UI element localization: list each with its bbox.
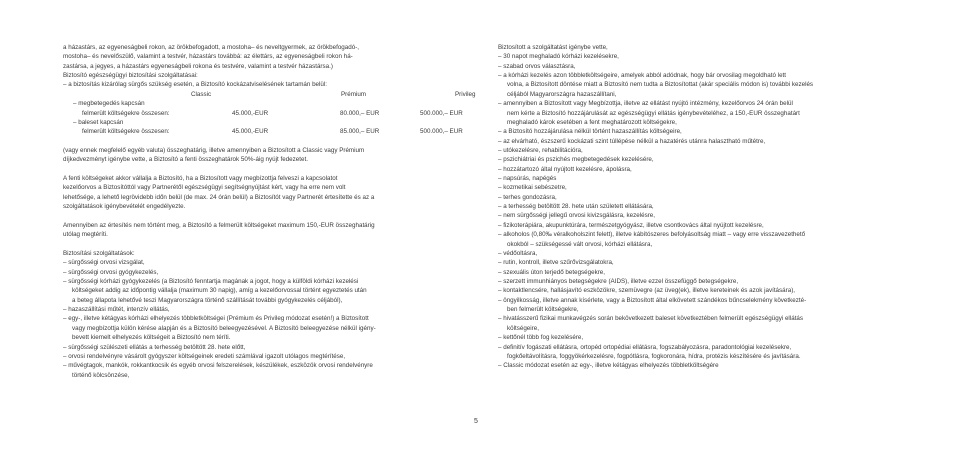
list-item: – napsúrás, napégés [498, 175, 557, 183]
list-item: – öngyilkosság, illetve annak kísérlete, vagy a Biztosított által elkövetett szándékos bűncselekmény következté- [498, 296, 807, 304]
text-line: díjkedvezményt igénybe vette, a Biztosító a fenti összeghatárok 50%-áig nyújt fedezetet. [63, 156, 308, 164]
text-line: utólag megtéríti. [63, 231, 108, 239]
list-item: – az elvárható, észszerű kockázati szint túllépése nélkül a hazatérés utánra halasztható műtétre, [498, 137, 766, 145]
list-item: volna, a Biztosított döntése miatt a Biztosító nem tudta a Biztosítottat (akár speciális módon is) további kezelés [507, 81, 814, 89]
list-item: – fizikoterápiára, akupunktúrára, természetgyógyász, illetve csontkovács által nyújtott kezelésre, [498, 221, 764, 229]
list-item: – utókezelésre, rehabilitációra, [498, 146, 583, 154]
list-item: – sürgősségi kórházi gyógykezelés (a Biztosító fenntartja magának a jogot, hogy a külföldi kórházi kezelési [63, 277, 359, 285]
header-classic: Classic [191, 90, 212, 98]
list-item: – nem sürgősségi jellegű orvosi kivizsgálásra, kezelésre, [498, 212, 656, 220]
list-item: – egy-, illetve kétágyas kórházi elhelyezés többletköltségei (Prémium és Privileg módozat esetén!) a Biztosított [63, 315, 369, 323]
list-item: – pszichiátriai és pszichés megbetegedések kezelésére, [498, 156, 654, 164]
row-label: – megbetegedés kapcsán [73, 100, 145, 108]
list-item: – rutin, kontroll, illetve szűrővizsgálatokra, [498, 259, 614, 267]
list-item: – védőoltásra, [498, 249, 538, 257]
row-label: – baleset kapcsán [73, 118, 124, 126]
text-line: szolgáltatások igénybevételét engedélyezte. [63, 203, 186, 211]
page-number: 5 [474, 418, 478, 425]
list-item: – Classic módozat esetén az egy-, illetve kétágyas elhelyezés többletköltségére [498, 362, 719, 370]
list-item: – a Biztosító hozzájárulása nélkül történt hazaszállítás költségeire, [498, 128, 682, 136]
row-sublabel: felmerült költségekre összesen: [82, 109, 170, 117]
table-row [63, 99, 476, 118]
list-item: – orvosi rendelvényre vásárolt gyógyszer költségeinek eredeti számlával igazolt utólagos megtérítése, [63, 352, 346, 360]
list-item: ben felmerült költségekre, [507, 306, 579, 314]
left-column [63, 43, 476, 380]
list-item: – sürgősségi orvosi vizsgálat, [63, 259, 145, 267]
text-line: a házastárs, az egyeneságbeli rokon, az örökbefogadott, a mostoha– és neveltgyermek, az örökbefogadó-, [63, 44, 360, 51]
list-item: – a terhesség betöltött 28. hete után született ellátására, [498, 203, 654, 211]
value-privileg: 500.000,– EUR [420, 109, 463, 117]
list-item: – hivatásszerű fizikai munkavégzés során bekövetkezett baleset következtében felmerült egészségügyi ellátás [498, 315, 804, 323]
text-line: – a biztosítás kizárólag sürgős szükség esetén, a Biztosító kockázatviselésének tartamán belül: [63, 81, 328, 89]
list-item: – alkoholos (0,80‰ véralkoholszint felett), illetve kábítószeres befolyásoltság miatt – vagy erre visszavezethető [498, 231, 806, 239]
list-item: – művégtagok, mankók, rokkantkocsik és egyéb orvosi felszerelések, készülékek, eszközök orvosi rendelvényre [63, 362, 373, 370]
services-list [63, 249, 476, 380]
header-privileg: Privileg [455, 90, 476, 98]
list-item: történő kölcsönzése, [72, 371, 130, 379]
list-item: meghaladó károk esetében a fent meghatározott költségekre, [507, 118, 677, 126]
list-item: költségeket addig az időpontig vállalja (maximum 30 napig), amíg a kezelőorvossal történt egyeztetés után [72, 287, 367, 295]
list-item: okokból – szükségessé vált orvosi, kórházi ellátásra, [507, 240, 653, 248]
list-item: fogkőeltávolításra, foggyökérkezelésre, fogpótlásra, fogkoronára, hídra, protézis készítésére és javítására. [507, 352, 801, 360]
value-premium: 85.000,– EUR [340, 128, 380, 136]
paragraph-notification [63, 221, 476, 240]
right-column [498, 43, 911, 371]
list-item: – hazaszállítási műtét, intenzív ellátás, [63, 306, 170, 314]
intro-block [63, 43, 476, 90]
list-item: a beteg állapota lehetővé teszi Magyarországra történő szállítását további gyógykezelés céljából), [72, 296, 343, 304]
list-item: – 30 napot meghaladó kórházi kezelésekre, [498, 53, 619, 61]
list-item: – sürgősségi orvosi gyógykezelés, [63, 268, 159, 276]
list-item: – amennyiben a Biztosított vagy Megbízottja, illetve az ellátást nyújtó intézmény, kezelőorvos 24 órán belül [498, 100, 793, 108]
list-item: – sürgősségi szülészeti ellátás a terhesség betöltött 28. hete előtt, [63, 343, 246, 351]
list-item: – kozmetikai sebészetre, [498, 184, 567, 192]
value-classic: 45.000,-EUR [232, 109, 269, 117]
list-item: nem kérte a Biztosító hozzájárulását az egészségügyi ellátás igénybevételéhez, a 150,-EUR összeghatárt [507, 109, 800, 117]
text-line: (vagy ennek megfelelő egyéb valuta) összeghatárig, illetve amennyiben a Biztosított a Classic vagy Prémium [63, 146, 365, 154]
list-item: céljából Magyarországra hazaszállítani, [507, 90, 617, 98]
text-line: Amennyiben az értesítés nem történt meg, a Biztosító a felmerült költségeket maximum 150,-EUR összeghatárig [63, 221, 375, 229]
list-item: költségeire, [507, 324, 539, 332]
list-item: – a kórházi kezelés azon többletköltségeire, amelyek abból adódnak, hogy bár orvosilag megoldható lett [498, 72, 787, 80]
table-row [63, 118, 476, 137]
limit-note [63, 146, 476, 165]
list-item: – szexuális úton terjedő betegségekre, [498, 268, 606, 276]
list-item: bevett kiemelt elhelyezés költségeit a Biztosító nem téríti. [72, 334, 231, 342]
row-sublabel: felmerült költségekre összesen: [82, 128, 170, 136]
text-line: A fenti költségeket akkor vállalja a Biztosító, ha a Biztosított vagy megbízottja felveszi a kapcsolatot [63, 175, 338, 183]
text-line: kezelőorvos a Biztosítóttól vagy Partnerétől egészségügyi segítségnyújtást kért, vagy ha erre nem volt [63, 184, 346, 192]
text-line: mostoha– és nevelőszülő, valamint a testvér, házastárs továbbá: az élettárs, az egyeneságbeli rokon há- [63, 53, 353, 61]
text-line: Biztosító egészségügyi biztosítási szolgáltatásai: [63, 72, 198, 80]
list-item: – terhes gondozásra, [498, 193, 557, 201]
coverage-table [63, 90, 476, 137]
header-premium: Prémium [341, 90, 367, 98]
list-item: – hozzátartozó által nyújtott kezelésre, ápolásra, [498, 165, 632, 173]
value-premium: 80.000,– EUR [340, 109, 380, 117]
value-classic: 45.000,-EUR [232, 128, 269, 136]
text-line: lehetősége, a lehető legrövidebb időn belül (de max. 24 órán belül) a Biztosítót vagy Partnerét értesítette és az a [63, 193, 375, 201]
value-privileg: 500.000,– EUR [420, 128, 463, 136]
text-line: zastársa, a jegyes, a házastárs egyeneságbeli rokona és testvére, valamint a testvér házastársa.) [63, 62, 333, 70]
list-item: – definitív fogászati ellátásra, ortopéd ortopédiai ellátásra, fogszabályozásra, paradontológiai kezelésekre, [498, 343, 792, 351]
list-item: – szerzett immunhiányos betegségekre (AIDS), illetve ezzel összefüggő betegségekre, [498, 277, 739, 285]
text-line: Biztosítási szolgáltatások: [63, 249, 135, 257]
list-item: – kettőnél több fog kezelésére, [498, 334, 584, 342]
text-line: Biztosított a szolgáltatást igénybe vette, [498, 44, 608, 51]
list-item: – kontaktlencsére, hallásjavító eszközökre, szemüvegre (az üveg(ek), illetve kereteinek és azok javítására), [498, 287, 796, 295]
coverage-table-header [63, 90, 476, 99]
exclusions-list [498, 43, 911, 371]
list-item: vagy megbízottja külön kérése alapján és a Biztosító beleegyezésével. A Biztosító beleegyezése nélkül igény- [72, 324, 376, 332]
paragraph-conditions [63, 174, 476, 211]
list-item: – szabad orvos választásra, [498, 62, 576, 70]
